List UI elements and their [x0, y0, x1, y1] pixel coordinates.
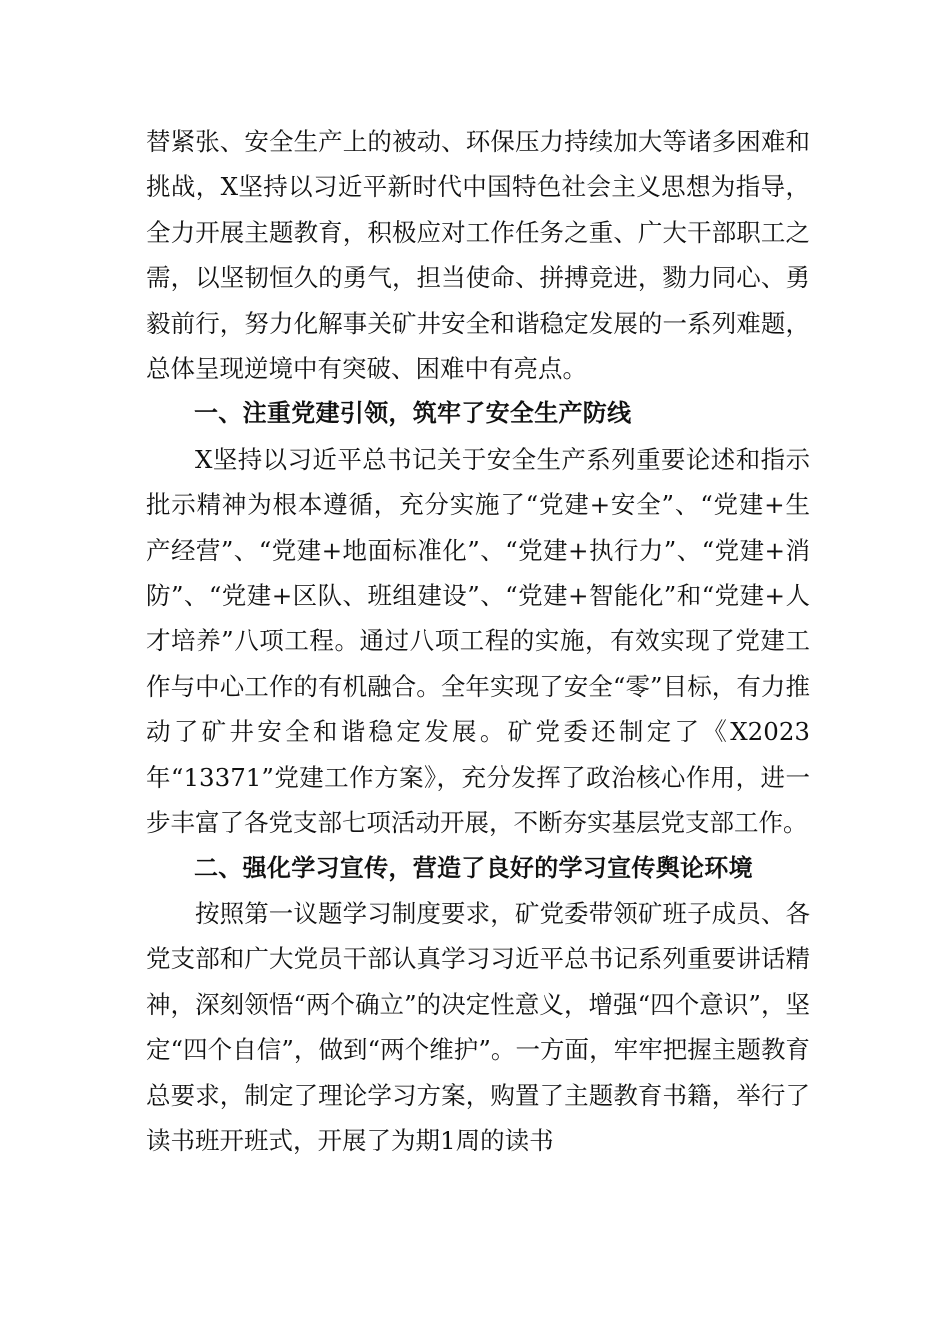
paragraph-section-1: X坚持以习近平总书记关于安全生产系列重要论述和指示批示精神为根本遵循，充分实施了“党建+安全”、“党建+生产经营”、“党建+地面标准化”、“党建+执行力”、“党建+消防”、“党建+区队、班组建设”、“党建+智能化”和“党建+人才培养”八项工程。通过八项工程的实施，有效实现了党建工作与中心工作的有机融合。全年实现了安全“零”目标，有力推动了矿井安全和谐稳定发展。矿党委还制定了《X2023年“13371”党建工作方案》，充分发挥了政治核心作用，进一步丰富了各党支部七项活动开展，不断夯实基层党支部工作。 — [146, 444, 810, 838]
section-heading-2: 二、强化学习宣传，营造了良好的学习宣传舆论环境 — [194, 853, 753, 882]
paragraph-section-2: 按照第一议题学习制度要求，矿党委带领矿班子成员、各党支部和广大党员干部认真学习习近平总书记系列重要讲话精神，深刻领悟“两个确立”的决定性意义，增强“四个意识”，坚定“四个自信”，做到“两个维护”。一方面，牢牢把握主题教育总要求，制定了理论学习方案，购置了主题教育书籍，举行了读书班开班式，开展了为期1周的读书 — [146, 898, 810, 1155]
section-heading-1: 一、注重党建引领，筑牢了安全生产防线 — [194, 399, 632, 428]
document-page — [146, 119, 810, 1163]
paragraph-intro: 替紧张、安全生产上的被动、环保压力持续加大等诸多困难和挑战，X坚持以习近平新时代中国特色社会主义思想为指导，全力开展主题教育，积极应对工作任务之重、广大干部职工之需，以坚韧恒久的勇气，担当使命、拼搏竞进，勠力同心、勇毅前行，努力化解事关矿井安全和谐稳定发展的一系列难题，总体呈现逆境中有突破、困难中有亮点。 — [146, 127, 810, 384]
